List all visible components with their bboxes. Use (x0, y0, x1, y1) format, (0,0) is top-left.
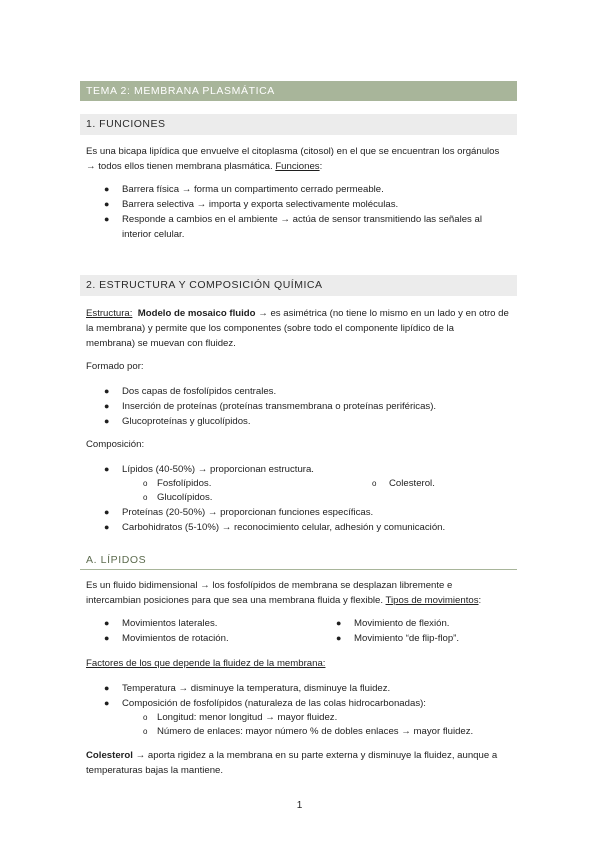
bullet-icon: ● (104, 522, 110, 532)
funciones-line-2 (86, 159, 516, 174)
colesterol-paragraph (86, 748, 516, 778)
list-item-text: Barrera física → forma un compartimento cerrado permeable. (122, 184, 384, 195)
list-item-text: Temperatura → disminuye la temperatura, disminuye la fluidez. (122, 683, 391, 694)
bullet-icon: ● (336, 618, 342, 628)
list-item-text: Lípidos (40-50%) → proporcionan estructura. (122, 464, 314, 475)
colesterol-line-2: temperaturas bajas la mantiene. (86, 765, 224, 776)
estructura-label: Estructura: (86, 308, 133, 319)
text-span: → todos ellos tienen membrana plasmática. (86, 161, 276, 172)
circle-bullet-icon: o (143, 493, 148, 502)
list-item-text: Movimientos laterales. (122, 618, 218, 629)
circle-bullet-icon: o (372, 479, 377, 488)
subsection-heading-lipidos: A. LÍPIDOS (80, 552, 517, 570)
composicion-label: Composición: (86, 439, 145, 450)
section-heading-estructura: 2. ESTRUCTURA Y COMPOSICIÓN QUÍMICA (80, 275, 517, 296)
list-item-text: Movimiento de flexión. (354, 618, 450, 629)
list-item-text: Barrera selectiva → importa y exporta selectivamente moléculas. (122, 199, 399, 210)
bullet-icon: ● (104, 416, 110, 426)
list-item-text: Movimiento “de flip-flop”. (354, 633, 460, 644)
sublist-item-text: Colesterol. (389, 478, 435, 489)
estructura-line-1 (86, 306, 516, 321)
bullet-icon: ● (104, 633, 110, 643)
sublist-item-text: Glucolípidos. (157, 492, 213, 503)
factores-label: Factores de los que depende la fluidez de la membrana: (86, 658, 326, 669)
funciones-link-text: Funciones (275, 161, 320, 172)
circle-bullet-icon: o (143, 713, 148, 722)
list-item-text: Carbohidratos (5-10%) → reconocimiento celular, adhesión y comunicación. (122, 522, 446, 533)
list-item-text: Inserción de proteínas (proteínas transmembrana o proteínas periféricas). (122, 401, 437, 412)
list-item-text: Proteínas (20-50%) → proporcionan funciones específicas. (122, 507, 374, 518)
bullet-icon: ● (104, 683, 110, 693)
page-title: TEMA 2: MEMBRANA PLASMÁTICA (80, 81, 517, 101)
text-span: intercambian posiciones para que sea una membrana fluida y flexible. (86, 595, 386, 606)
circle-bullet-icon: o (143, 479, 148, 488)
estructura-line-3: membrana) se muevan con fluidez. (86, 338, 236, 349)
bullet-icon: ● (104, 401, 110, 411)
list-item-text: Movimientos de rotación. (122, 633, 229, 644)
circle-bullet-icon: o (143, 727, 148, 736)
bullet-icon: ● (104, 386, 110, 396)
estructura-paragraph (86, 306, 516, 351)
bullet-icon: ● (104, 698, 110, 708)
modelo-bold: Modelo de mosaico fluido → (137, 308, 268, 319)
text-span: : (319, 161, 323, 172)
section-heading-funciones: 1. FUNCIONES (80, 114, 517, 135)
list-item-text: interior celular. (122, 229, 185, 240)
lipidos-paragraph (86, 578, 516, 608)
text-span: aporta rigidez a la membrana en su parte externa y disminuye la fluidez, aunque a (145, 750, 498, 761)
lipidos-line-1: Es un fluido bidimensional → los fosfolípidos de membrana se desplazan libremente e (86, 580, 453, 591)
estructura-line-2: la membrana) y permite que los componentes (sobre todo el componente lipídico de la (86, 323, 454, 334)
bullet-icon: ● (104, 618, 110, 628)
bullet-icon: ● (336, 633, 342, 643)
text-span: es asimétrica (no tiene lo mismo en un lado y en otro de (267, 308, 509, 319)
text-span: : (478, 595, 482, 606)
bullet-icon: ● (104, 507, 110, 517)
sublist-item-text: Longitud: menor longitud → mayor fluidez. (157, 712, 338, 723)
colesterol-bold: Colesterol → (86, 750, 146, 761)
funciones-line-1: Es una bicapa lipídica que envuelve el citoplasma (citosol) en el que se encuentran los orgánulos (86, 146, 500, 157)
colesterol-line-1 (86, 748, 516, 763)
page-number: 1 (296, 800, 303, 811)
list-item-text: Glucoproteínas y glucolípidos. (122, 416, 251, 427)
bullet-icon: ● (104, 464, 110, 474)
tipos-movimientos-text: Tipos de movimientos (385, 595, 479, 606)
sublist-item-text: Fosfolípidos. (157, 478, 212, 489)
list-item-text: Responde a cambios en el ambiente → actúa de sensor transmitiendo las señales al (122, 214, 482, 225)
bullet-icon: ● (104, 184, 110, 194)
list-item-text: Dos capas de fosfolípidos centrales. (122, 386, 277, 397)
sublist-item-text: Número de enlaces: mayor número % de dobles enlaces → mayor fluidez. (157, 726, 474, 737)
formado-label: Formado por: (86, 361, 144, 372)
bullet-icon: ● (104, 199, 110, 209)
bullet-icon: ● (104, 214, 110, 224)
lipidos-line-2 (86, 593, 516, 608)
funciones-paragraph (86, 144, 516, 174)
list-item-text: Composición de fosfolípidos (naturaleza de las colas hidrocarbonadas): (122, 698, 426, 709)
